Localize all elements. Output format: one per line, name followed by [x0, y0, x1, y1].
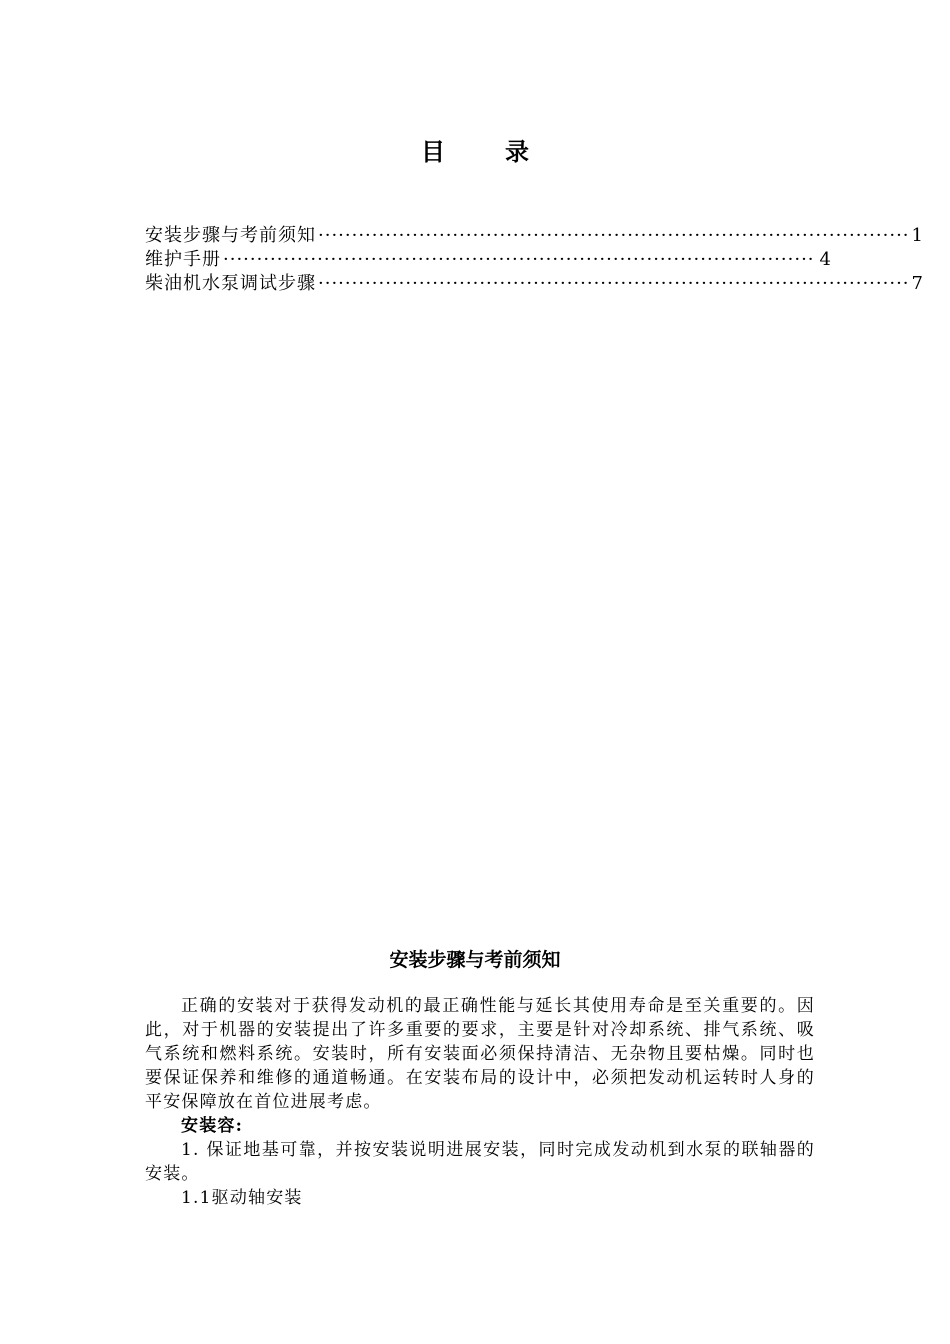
toc-title: 目录: [421, 137, 589, 166]
toc-entry-label: 维护手册: [145, 249, 221, 270]
toc-entry[interactable]: [145, 272, 923, 296]
toc-entry-page: 1: [911, 225, 923, 246]
toc-entry-label: 安装步骤与考前须知: [145, 225, 316, 246]
toc-leader-dots: ························································································: [318, 225, 910, 246]
toc-entry-page: 7: [911, 273, 923, 294]
sub-list-item: 1.1驱动轴安装: [181, 1188, 303, 1208]
section-title: 安装步骤与考前须知: [389, 949, 561, 971]
table-of-contents: [145, 224, 923, 296]
toc-leader-dots: ························································································: [223, 249, 815, 270]
section-body: [145, 994, 815, 1210]
toc-entry-page: 4: [819, 249, 831, 270]
subheading: 安装容:: [181, 1116, 244, 1136]
toc-entry-label: 柴油机水泵调试步骤: [145, 273, 316, 294]
intro-paragraph: 正确的安装对于获得发动机的最正确性能与延长其使用寿命是至关重要的。因此，对于机器的安装提出了许多重要的要求，主要是针对冷却系统、排气系统、吸气系统和燃料系统。安装时，所有安装面必须保持清洁、无杂物且要枯燥。同时也要保证保养和维修的通道畅通。在安装布局的设计中，必须把发动机运转时人身的平安保障放在首位进展考虑。: [145, 996, 815, 1112]
list-item: 1. 保证地基可靠，并按安装说明进展安装，同时完成发动机到水泵的联轴器的安装。: [145, 1140, 815, 1184]
toc-entry[interactable]: [145, 248, 831, 272]
toc-entry[interactable]: [145, 224, 923, 248]
toc-leader-dots: ························································································: [318, 273, 910, 294]
